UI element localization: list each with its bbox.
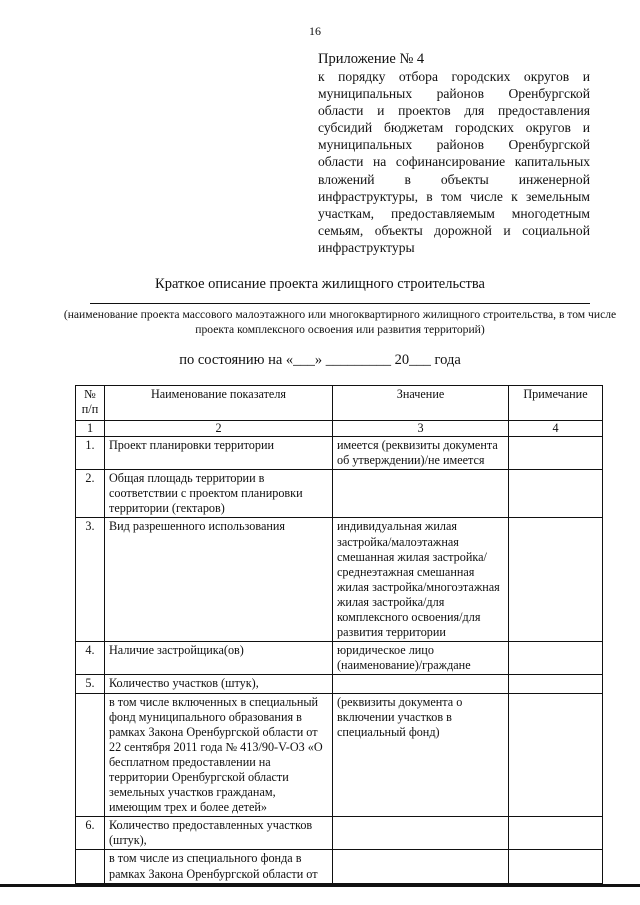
appendix-text: к порядку отбора городских округов и муниципальных районов Оренбургской области и проектов для предоставления субсидий бюджетам городских округов и муниципальных районов Оренбургской области на софинансирование капитальных вложений в объекты инженерной инфраструктуры, в том числе к земельным участкам, предоставляемым многодетным семьям, объекты дорожной и социальной инфраструктуры bbox=[318, 69, 590, 255]
appendix-title: Приложение № 4 bbox=[318, 51, 425, 67]
row-number: 1. bbox=[76, 437, 105, 470]
row-note bbox=[509, 817, 603, 850]
table-header-row bbox=[76, 386, 603, 421]
header-indicator: Наименование показателя bbox=[105, 386, 333, 421]
page-number: 16 bbox=[309, 24, 321, 38]
row-indicator: Количество участков (штук), bbox=[105, 675, 333, 693]
row-number: 4. bbox=[76, 642, 105, 675]
row-value: индивидуальная жилая застройка/малоэтажная смешанная жилая застройка/среднеэтажная смешанная жилая застройка/многоэтажная жилая застройка/для комплексного освоения/для развития территории bbox=[333, 518, 509, 642]
row-value bbox=[333, 817, 509, 850]
column-number: 3 bbox=[333, 421, 509, 437]
row-value: имеется (реквизиты документа об утверждении)/не имеется bbox=[333, 437, 509, 470]
row-value bbox=[333, 675, 509, 693]
row-number: 5. bbox=[76, 675, 105, 693]
table-row bbox=[76, 437, 603, 470]
row-note bbox=[509, 850, 603, 883]
column-number: 1 bbox=[76, 421, 105, 437]
row-note bbox=[509, 470, 603, 518]
row-note bbox=[509, 437, 603, 470]
column-number: 2 bbox=[105, 421, 333, 437]
row-indicator: в том числе включенных в специальный фонд муниципального образования в рамках Закона Оренбургской области от 22 сентября 2011 года № 413/90-V-ОЗ «О бесплатном предоставлении на территории Оренбургской области земельных участков гражданам, имеющим трех и более детей» bbox=[105, 693, 333, 817]
row-number: 2. bbox=[76, 470, 105, 518]
row-number: 6. bbox=[76, 817, 105, 850]
table-row bbox=[76, 675, 603, 693]
project-description-table bbox=[75, 385, 603, 884]
header-value: Значение bbox=[333, 386, 509, 421]
row-indicator: Вид разрешенного использования bbox=[105, 518, 333, 642]
row-number bbox=[76, 693, 105, 817]
appendix-block bbox=[318, 50, 590, 256]
table-row bbox=[76, 518, 603, 642]
row-note bbox=[509, 675, 603, 693]
row-value: (реквизиты документа о включении участков в специальный фонд) bbox=[333, 693, 509, 817]
bottom-rule bbox=[0, 884, 640, 887]
project-name-fill-line bbox=[90, 303, 590, 304]
table-row bbox=[76, 642, 603, 675]
row-note bbox=[509, 642, 603, 675]
row-indicator: Общая площадь территории в соответствии с проектом планировки территории (гектаров) bbox=[105, 470, 333, 518]
column-number: 4 bbox=[509, 421, 603, 437]
table-row bbox=[76, 470, 603, 518]
row-indicator: Наличие застройщика(ов) bbox=[105, 642, 333, 675]
row-value: юридическое лицо (наименование)/граждане bbox=[333, 642, 509, 675]
table-row bbox=[76, 693, 603, 817]
row-value bbox=[333, 470, 509, 518]
table-row bbox=[76, 850, 603, 883]
date-line: по состоянию на «___» _________ 20___ года bbox=[179, 352, 461, 368]
header-number: № п/п bbox=[76, 386, 105, 421]
project-name-caption: (наименование проекта массового малоэтажного или многоквартирного жилищного строительства, в том числе проекта комплексного освоения или развития территорий) bbox=[63, 308, 617, 336]
row-indicator: Проект планировки территории bbox=[105, 437, 333, 470]
row-number bbox=[76, 850, 105, 883]
row-indicator: в том числе из специального фонда в рамках Закона Оренбургской области от bbox=[105, 850, 333, 883]
row-note bbox=[509, 693, 603, 817]
document-title: Краткое описание проекта жилищного строительства bbox=[155, 276, 485, 292]
row-number: 3. bbox=[76, 518, 105, 642]
row-indicator: Количество предоставленных участков (штук), bbox=[105, 817, 333, 850]
column-number-row bbox=[76, 421, 603, 437]
header-note: Примечание bbox=[509, 386, 603, 421]
row-value bbox=[333, 850, 509, 883]
row-note bbox=[509, 518, 603, 642]
table-row bbox=[76, 817, 603, 850]
